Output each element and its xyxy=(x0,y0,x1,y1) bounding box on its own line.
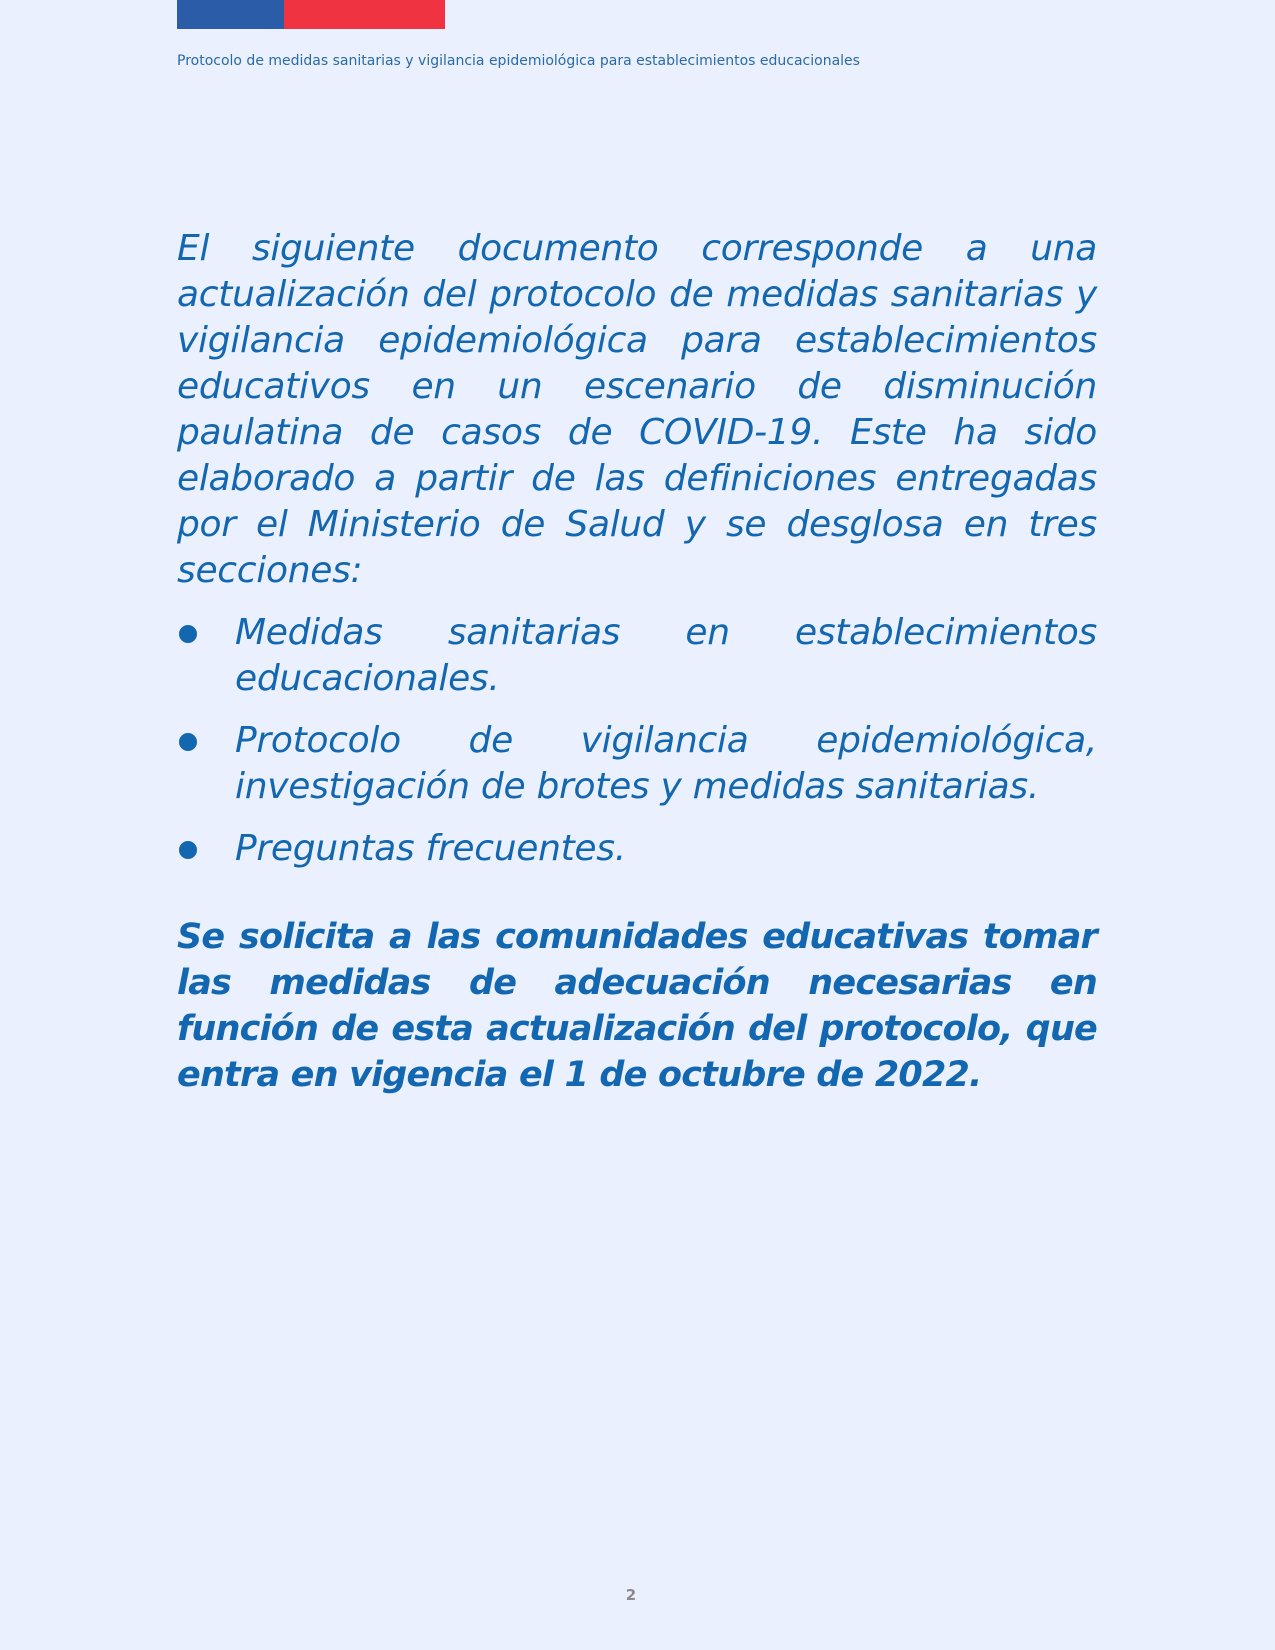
request-paragraph: Se solicita a las comunidades educativas tomar las medidas de adecuación necesarias en función de esta actualización del protocolo, que entra en vigencia el 1 de octubre de 2022. xyxy=(177,917,1097,1095)
intro-paragraph: El siguiente documento corresponde a una actualización del protocolo de medidas sanitarias y vigilancia epidemiológica para establecimientos educativos en un escenario de disminución paulatina de casos de COVID-19. Este ha sido elaborado a partir de las definiciones entregadas por el Ministerio de Salud y se desglosa en tres secciones: xyxy=(177,228,1097,591)
government-flag-bar xyxy=(177,0,445,29)
bullet-icon xyxy=(179,733,197,751)
section-item-label: Protocolo de vigilancia epidemiológica, investigación de brotes y medidas sanitarias. xyxy=(235,720,1097,807)
page-number: 2 xyxy=(625,1586,637,1604)
bullet-icon xyxy=(179,625,197,643)
sections-list xyxy=(177,610,1097,872)
main-content xyxy=(177,226,1097,1098)
flag-blue-segment xyxy=(177,0,284,29)
running-header-title: Protocolo de medidas sanitarias y vigilancia epidemiológica para establecimientos educacionales xyxy=(177,53,860,69)
section-item-faq xyxy=(177,826,1097,872)
section-item-surveillance-protocol xyxy=(177,718,1097,810)
section-item-label: Preguntas frecuentes. xyxy=(235,828,626,869)
section-item-label: Medidas sanitarias en establecimientos educacionales. xyxy=(235,612,1097,699)
bullet-icon xyxy=(179,841,197,859)
section-item-sanitary-measures xyxy=(177,610,1097,702)
flag-red-segment xyxy=(284,0,445,29)
